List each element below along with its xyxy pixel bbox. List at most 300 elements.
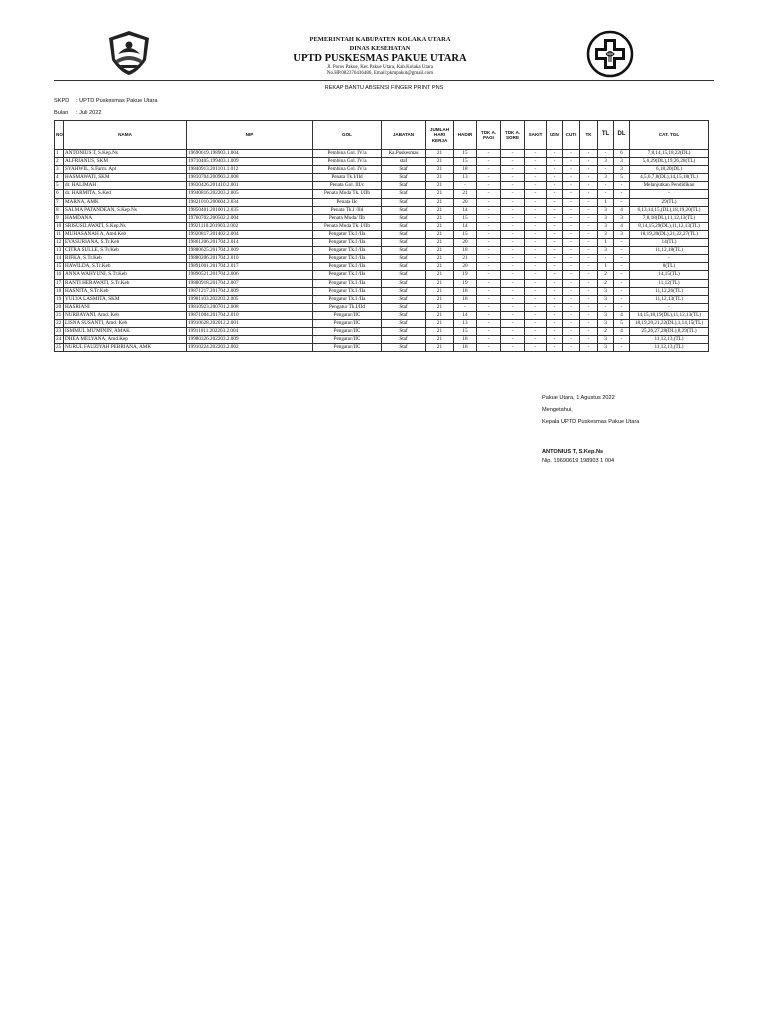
cell-jumlah-hari-kerja: 21 — [426, 239, 454, 247]
cell-tk: - — [580, 239, 598, 247]
cell-gol: Pengatur Tk.I /IIa — [313, 263, 382, 271]
cell-jumlah-hari-kerja: 21 — [426, 271, 454, 279]
cell-no: 18 — [55, 287, 64, 295]
table-row — [55, 328, 709, 336]
signature-nip: Nip. 19690619 198903 1 004 — [542, 458, 615, 464]
cell-cat-tgl: 14,15,18,19(DL),11,12,13(TL) — [630, 311, 709, 319]
cell-nip: 19861206.201704.2.014 — [187, 239, 313, 247]
cell-cuti: - — [563, 198, 580, 206]
cell-sakit: - — [525, 198, 547, 206]
cell-tk: - — [580, 158, 598, 166]
letterhead-agency: DINAS KESEHATAN — [349, 45, 411, 52]
table-row — [55, 344, 709, 352]
table-row — [55, 247, 709, 255]
cell-jumlah-hari-kerja: 21 — [426, 182, 454, 190]
cell-gol: Penata Gol. III/c — [313, 182, 382, 190]
cell-cuti: - — [563, 287, 580, 295]
cell-nip: 19880625.201704.2.009 — [187, 247, 313, 255]
cell-tk: - — [580, 328, 598, 336]
table-row — [55, 190, 709, 198]
cell-tl: 3 — [598, 214, 614, 222]
table-row — [55, 295, 709, 303]
cell-gol: Pengatur Tk.I/IId — [313, 303, 382, 311]
cell-sakit: - — [525, 239, 547, 247]
cell-no: 5 — [55, 182, 64, 190]
cell-sakit: - — [525, 279, 547, 287]
cell-tl: 1 — [598, 239, 614, 247]
cell-sakit: - — [525, 255, 547, 263]
cell-jabatan: Staf — [382, 190, 426, 198]
cell-tl: 3 — [598, 344, 614, 352]
cell-izin: - — [547, 344, 563, 352]
meta-bulan — [54, 110, 102, 116]
cell-gol: Pengatur/IIC — [313, 319, 382, 327]
cell-izin: - — [547, 319, 563, 327]
cell-nip: 19910628.202012.2.001 — [187, 319, 313, 327]
table-row — [55, 255, 709, 263]
cell-nama: ISMMUL MU'MININ, AMAK — [64, 328, 187, 336]
cell-tl: 1 — [598, 263, 614, 271]
cell-no: 11 — [55, 230, 64, 238]
cell-tk: - — [580, 319, 598, 327]
cell-nip: 19710405.199403.1.009 — [187, 158, 313, 166]
cell-jabatan: Staf — [382, 230, 426, 238]
header-dl: DL — [614, 121, 630, 150]
cell-tdk-a-pagi: - — [477, 158, 501, 166]
cell-tl: - — [598, 182, 614, 190]
cell-hadir: 18 — [454, 287, 477, 295]
cell-cuti: - — [563, 303, 580, 311]
cell-tdk-a-pagi: - — [477, 198, 501, 206]
cell-nama: MARNA, AMK — [64, 198, 187, 206]
table-row — [55, 319, 709, 327]
cell-no: 3 — [55, 166, 64, 174]
cell-dl: 5 — [614, 174, 630, 182]
cell-sakit: - — [525, 182, 547, 190]
cell-dl: 6 — [614, 150, 630, 158]
cell-dl: - — [614, 303, 630, 311]
header-gol: GOL — [313, 121, 382, 150]
cell-cat-tgl: Melanjutkan Pendidikan — [630, 182, 709, 190]
cell-gol: Pengatur Tk.I /IIa — [313, 239, 382, 247]
cell-tk: - — [580, 166, 598, 174]
table-row — [55, 182, 709, 190]
cell-jabatan: Staf — [382, 311, 426, 319]
letterhead-divider — [54, 80, 714, 81]
cell-tdk-a-pagi: - — [477, 279, 501, 287]
header-tdk-a-pagi: TDK A. PAGI — [477, 121, 501, 150]
letterhead-government: PEMERINTAH KABUPATEN KOLAKA UTARA — [309, 36, 451, 43]
cell-jabatan: staf — [382, 158, 426, 166]
cell-tk: - — [580, 198, 598, 206]
cell-tdk-a-pagi: - — [477, 239, 501, 247]
cell-jumlah-hari-kerja: 21 — [426, 279, 454, 287]
cell-tdk-a-pagi: - — [477, 166, 501, 174]
cell-tl: - — [598, 255, 614, 263]
cell-no: 10 — [55, 222, 64, 230]
cell-tk: - — [580, 150, 598, 158]
cell-tdk-a-pagi: - — [477, 214, 501, 222]
cell-tdk-a-sore: - — [501, 279, 525, 287]
cell-jumlah-hari-kerja: 21 — [426, 287, 454, 295]
cell-cat-tgl: - — [630, 303, 709, 311]
table-row — [55, 303, 709, 311]
cell-jumlah-hari-kerja: 21 — [426, 319, 454, 327]
cell-tdk-a-pagi: - — [477, 182, 501, 190]
cell-cuti: - — [563, 328, 580, 336]
cell-gol: Pengatur/IIC — [313, 311, 382, 319]
cell-dl: - — [614, 279, 630, 287]
cell-sakit: - — [525, 174, 547, 182]
cell-sakit: - — [525, 303, 547, 311]
cell-cuti: - — [563, 166, 580, 174]
cell-cat-tgl: 14,15(TL) — [630, 271, 709, 279]
cell-cat-tgl: 11,12,13,(TL) — [630, 344, 709, 352]
cell-cat-tgl: - — [630, 255, 709, 263]
cell-tdk-a-pagi: - — [477, 344, 501, 352]
cell-nip: 19880206.201704.2.010 — [187, 255, 313, 263]
cell-sakit: - — [525, 222, 547, 230]
cell-tdk-a-pagi: - — [477, 255, 501, 263]
cell-tk: - — [580, 190, 598, 198]
cell-no: 24 — [55, 336, 64, 344]
cell-izin: - — [547, 198, 563, 206]
cell-cuti: - — [563, 344, 580, 352]
cell-gol: Penata Tk.I/IId — [313, 174, 382, 182]
cell-jumlah-hari-kerja: 21 — [426, 328, 454, 336]
cell-no: 13 — [55, 247, 64, 255]
cell-cuti: - — [563, 206, 580, 214]
table-row — [55, 150, 709, 158]
cell-izin: - — [547, 230, 563, 238]
cell-nama: LISNA SUSANTI, Amd. Keb — [64, 319, 187, 327]
table-row — [55, 271, 709, 279]
cell-nama: dr. HARMITA, S.Ked — [64, 190, 187, 198]
cell-hadir: 15 — [454, 150, 477, 158]
cell-tl: 3 — [598, 158, 614, 166]
table-row — [55, 311, 709, 319]
cell-nip: 19871004.201704.2.010 — [187, 311, 313, 319]
cell-sakit: - — [525, 311, 547, 319]
cell-gol: Penata IIc — [313, 198, 382, 206]
bulan-label: Bulan — [54, 110, 69, 116]
cell-no: 1 — [55, 150, 64, 158]
cell-no: 15 — [55, 263, 64, 271]
cell-gol: Pengatur/IIC — [313, 336, 382, 344]
cell-nip: 19920817.201402.2.004 — [187, 230, 313, 238]
table-row — [55, 166, 709, 174]
cell-tdk-a-sore: - — [501, 206, 525, 214]
cell-nip: 19921110.201903.2.002 — [187, 222, 313, 230]
header-sakit: SAKIT — [525, 121, 547, 150]
cell-no: 2 — [55, 158, 64, 166]
cell-dl: - — [614, 287, 630, 295]
table-row — [55, 206, 709, 214]
cell-tdk-a-sore: - — [501, 319, 525, 327]
cell-nip: 19980326.202203.2.009 — [187, 336, 313, 344]
cell-nama: HASMAWATI, SKM — [64, 174, 187, 182]
cell-gol: Pengatur Tk.I /IIa — [313, 279, 382, 287]
cell-tl: 2 — [598, 328, 614, 336]
cell-nip: 19821010.200604.2.034 — [187, 198, 313, 206]
cell-tk: - — [580, 255, 598, 263]
header-tdk-a-sore: TDK A. SORE — [501, 121, 525, 150]
cell-nip: 19880918.201704.2.007 — [187, 279, 313, 287]
letterhead-institution: UPTD PUSKESMAS PAKUE UTARA — [293, 53, 467, 64]
cell-sakit: - — [525, 166, 547, 174]
cell-nip: 19690619.198903.1.004 — [187, 150, 313, 158]
cell-cat-tgl: 11,12,26(TL) — [630, 287, 709, 295]
cell-tk: - — [580, 247, 598, 255]
table-row — [55, 198, 709, 206]
cell-tl: 3 — [598, 287, 614, 295]
document-title: REKAP BANTU ABSENSI FINGER PRINT PNS — [324, 85, 444, 91]
cell-jabatan: Staf — [382, 206, 426, 214]
header-nip: NIP — [187, 121, 313, 150]
cell-hadir: 18 — [454, 336, 477, 344]
cell-cat-tgl: 29(TL) — [630, 198, 709, 206]
cell-sakit: - — [525, 295, 547, 303]
header-no: NO — [55, 121, 64, 150]
cell-tdk-a-sore: - — [501, 303, 525, 311]
cell-jumlah-hari-kerja: 21 — [426, 263, 454, 271]
cell-sakit: - — [525, 328, 547, 336]
cell-sakit: - — [525, 158, 547, 166]
cell-jabatan: Staf — [382, 303, 426, 311]
cell-cat-tgl: 7,8,18(DL),11,12,13(TL) — [630, 214, 709, 222]
cell-dl: - — [614, 190, 630, 198]
cell-tl: - — [598, 190, 614, 198]
cell-dl: - — [614, 247, 630, 255]
cell-izin: - — [547, 255, 563, 263]
cell-jabatan: Staf — [382, 222, 426, 230]
cell-tl: 2 — [598, 271, 614, 279]
cell-cuti: - — [563, 222, 580, 230]
cell-dl: 5 — [614, 319, 630, 327]
cell-tk: - — [580, 263, 598, 271]
cell-hadir: 20 — [454, 239, 477, 247]
cell-nama: YULYA LASMITA, SKM — [64, 295, 187, 303]
cell-jabatan: Staf — [382, 344, 426, 352]
cell-nama: HASNITA, S.Tr.Keb — [64, 287, 187, 295]
cell-tl: - — [598, 166, 614, 174]
cell-izin: - — [547, 328, 563, 336]
cell-sakit: - — [525, 263, 547, 271]
cell-tk: - — [580, 222, 598, 230]
cell-hadir: 13 — [454, 319, 477, 327]
cell-sakit: - — [525, 271, 547, 279]
cell-izin: - — [547, 174, 563, 182]
cell-tdk-a-sore: - — [501, 150, 525, 158]
skpd-label: SKPD — [54, 98, 70, 104]
cell-cat-tgl: 11,12,13,(TL) — [630, 336, 709, 344]
table-row — [55, 174, 709, 182]
kolaka-utara-emblem-icon — [106, 30, 152, 76]
cell-no: 17 — [55, 279, 64, 287]
cell-nama: SRISUSILAWATI, S.Kep.Ns — [64, 222, 187, 230]
table-row — [55, 336, 709, 344]
cell-cat-tgl: 7,8,14,15,18,22(DL) — [630, 150, 709, 158]
cell-nama: NURUL FAUZIYAH PEBRIANA, AMK — [64, 344, 187, 352]
cell-tk: - — [580, 182, 598, 190]
cell-tdk-a-pagi: - — [477, 287, 501, 295]
cell-tk: - — [580, 336, 598, 344]
cell-tdk-a-pagi: - — [477, 150, 501, 158]
cell-nip: 19910224.202203.2.002 — [187, 344, 313, 352]
cell-sakit: - — [525, 336, 547, 344]
attendance-table — [54, 120, 709, 352]
cell-dl: 3 — [614, 230, 630, 238]
cell-hadir: 18 — [454, 166, 477, 174]
cell-nama: RANTI HERAWATI, S.Tr.Keb — [64, 279, 187, 287]
table-row — [55, 287, 709, 295]
letterhead — [200, 36, 560, 76]
cell-tdk-a-sore: - — [501, 230, 525, 238]
cell-tl: 3 — [598, 230, 614, 238]
cell-nama: MUHASANAH A, Amd.Keb — [64, 230, 187, 238]
cell-gol: Penata Muda Tk. I/IIb — [313, 222, 382, 230]
cell-izin: - — [547, 263, 563, 271]
cell-jabatan: Staf — [382, 166, 426, 174]
cell-no: 16 — [55, 271, 64, 279]
cell-no: 20 — [55, 303, 64, 311]
cell-tdk-a-sore: - — [501, 295, 525, 303]
cell-tdk-a-pagi: - — [477, 174, 501, 182]
letterhead-contact: No.HP.082376436486, Email:pkmpakut@gmail.com — [326, 71, 434, 76]
cell-gol: Pengatur/IIC — [313, 344, 382, 352]
cell-tdk-a-sore: - — [501, 255, 525, 263]
cell-gol: Penata Tk.I /IId — [313, 206, 382, 214]
cell-jumlah-hari-kerja: 21 — [426, 222, 454, 230]
cell-nama: ANTONIUS T, S.Kep.Ns — [64, 150, 187, 158]
cell-tl: 2 — [598, 279, 614, 287]
cell-jumlah-hari-kerja: 21 — [426, 190, 454, 198]
cell-jabatan: Staf — [382, 319, 426, 327]
cell-cuti: - — [563, 182, 580, 190]
cell-nip: 19940816.202203.2.005 — [187, 190, 313, 198]
cell-hadir: 14 — [454, 311, 477, 319]
cell-no: 7 — [55, 198, 64, 206]
cell-izin: - — [547, 214, 563, 222]
cell-nip: 19850401.201001.2.035 — [187, 206, 313, 214]
cell-jabatan: Staf — [382, 198, 426, 206]
cell-dl: - — [614, 263, 630, 271]
header-tk: TK — [580, 121, 598, 150]
cell-tdk-a-sore: - — [501, 263, 525, 271]
cell-hadir: 14 — [454, 206, 477, 214]
cell-hadir: 21 — [454, 190, 477, 198]
cell-tdk-a-sore: - — [501, 214, 525, 222]
cell-tdk-a-sore: - — [501, 158, 525, 166]
cell-tl: 3 — [598, 174, 614, 182]
cell-tl: 3 — [598, 206, 614, 214]
cell-sakit: - — [525, 150, 547, 158]
cell-jumlah-hari-kerja: 21 — [426, 230, 454, 238]
cell-tdk-a-pagi: - — [477, 263, 501, 271]
cell-jumlah-hari-kerja: 21 — [426, 295, 454, 303]
cell-gol: Pembina Gol. IV/a — [313, 150, 382, 158]
cell-no: 9 — [55, 214, 64, 222]
meta-skpd — [54, 98, 157, 104]
table-row — [55, 263, 709, 271]
cell-nip: 19810923.200701.2.008 — [187, 303, 313, 311]
cell-cuti: - — [563, 319, 580, 327]
cell-sakit: - — [525, 247, 547, 255]
cell-tk: - — [580, 230, 598, 238]
cell-izin: - — [547, 206, 563, 214]
cell-hadir: 19 — [454, 271, 477, 279]
cell-hadir: 18 — [454, 295, 477, 303]
cell-tdk-a-sore: - — [501, 247, 525, 255]
cell-jabatan: Staf — [382, 182, 426, 190]
cell-jabatan: Staf — [382, 255, 426, 263]
cell-tk: - — [580, 206, 598, 214]
cell-jabatan: Ka.Puskesmas — [382, 150, 426, 158]
cell-nama: ALFRIANUS, SKM — [64, 158, 187, 166]
cell-jabatan: Staf — [382, 287, 426, 295]
cell-nama: CITRA SULLE, S.Tr.Keb — [64, 247, 187, 255]
letterhead-address: Jl. Poros Pakue, Kec.Pakue Utara, Kab.Kolaka Utara — [327, 65, 433, 70]
signature-acknowledged: Mengetahui, — [542, 407, 573, 413]
cell-tdk-a-sore: - — [501, 336, 525, 344]
cell-sakit: - — [525, 230, 547, 238]
cell-tdk-a-pagi: - — [477, 295, 501, 303]
header-cuti: CUTI — [563, 121, 580, 150]
cell-tl: 1 — [598, 198, 614, 206]
cell-nama: RIFKA, S.Tr.Keb — [64, 255, 187, 263]
cell-tdk-a-sore: - — [501, 344, 525, 352]
cell-no: 6 — [55, 190, 64, 198]
cell-dl: 4 — [614, 222, 630, 230]
cell-jabatan: Staf — [382, 279, 426, 287]
signature-place-date: Pakue Utara, 1 Agustus 2022 — [542, 395, 615, 401]
cell-dl: 4 — [614, 328, 630, 336]
cell-izin: - — [547, 222, 563, 230]
cell-tl: 3 — [598, 295, 614, 303]
cell-tdk-a-sore: - — [501, 198, 525, 206]
cell-hadir: 13 — [454, 174, 477, 182]
cell-gol: Pembina Gol. IV/a — [313, 158, 382, 166]
cell-sakit: - — [525, 319, 547, 327]
cell-tl: 3 — [598, 336, 614, 344]
cell-hadir: 18 — [454, 247, 477, 255]
cell-cat-tgl: 14(TL) — [630, 239, 709, 247]
skpd-value: : UPTD Puskesmas Pakue Utara — [76, 98, 158, 104]
cell-tdk-a-pagi: - — [477, 190, 501, 198]
cell-tdk-a-sore: - — [501, 311, 525, 319]
cell-gol: Pengatur Tk.I /IIa — [313, 247, 382, 255]
cell-nama: EVASURIANA, S.Tr.Keb — [64, 239, 187, 247]
cell-cuti: - — [563, 279, 580, 287]
puskesmas-cross-logo-icon — [586, 30, 634, 78]
cell-tdk-a-sore: - — [501, 166, 525, 174]
cell-izin: - — [547, 287, 563, 295]
cell-tdk-a-sore: - — [501, 328, 525, 336]
cell-gol: Pengatur/IIC — [313, 328, 382, 336]
cell-cat-tgl: 11,12,13(TL) — [630, 295, 709, 303]
cell-jumlah-hari-kerja: 21 — [426, 336, 454, 344]
cell-izin: - — [547, 303, 563, 311]
cell-tk: - — [580, 344, 598, 352]
cell-jabatan: Staf — [382, 263, 426, 271]
header-cat-tgl: CAT. TGL — [630, 121, 709, 150]
cell-tdk-a-pagi: - — [477, 230, 501, 238]
cell-cat-tgl: - — [630, 190, 709, 198]
cell-cat-tgl: 6,18,20(DL) — [630, 166, 709, 174]
signature-name: ANTONIUS T, S.Kep.Ns — [542, 449, 604, 455]
cell-dl: - — [614, 271, 630, 279]
cell-cuti: - — [563, 336, 580, 344]
